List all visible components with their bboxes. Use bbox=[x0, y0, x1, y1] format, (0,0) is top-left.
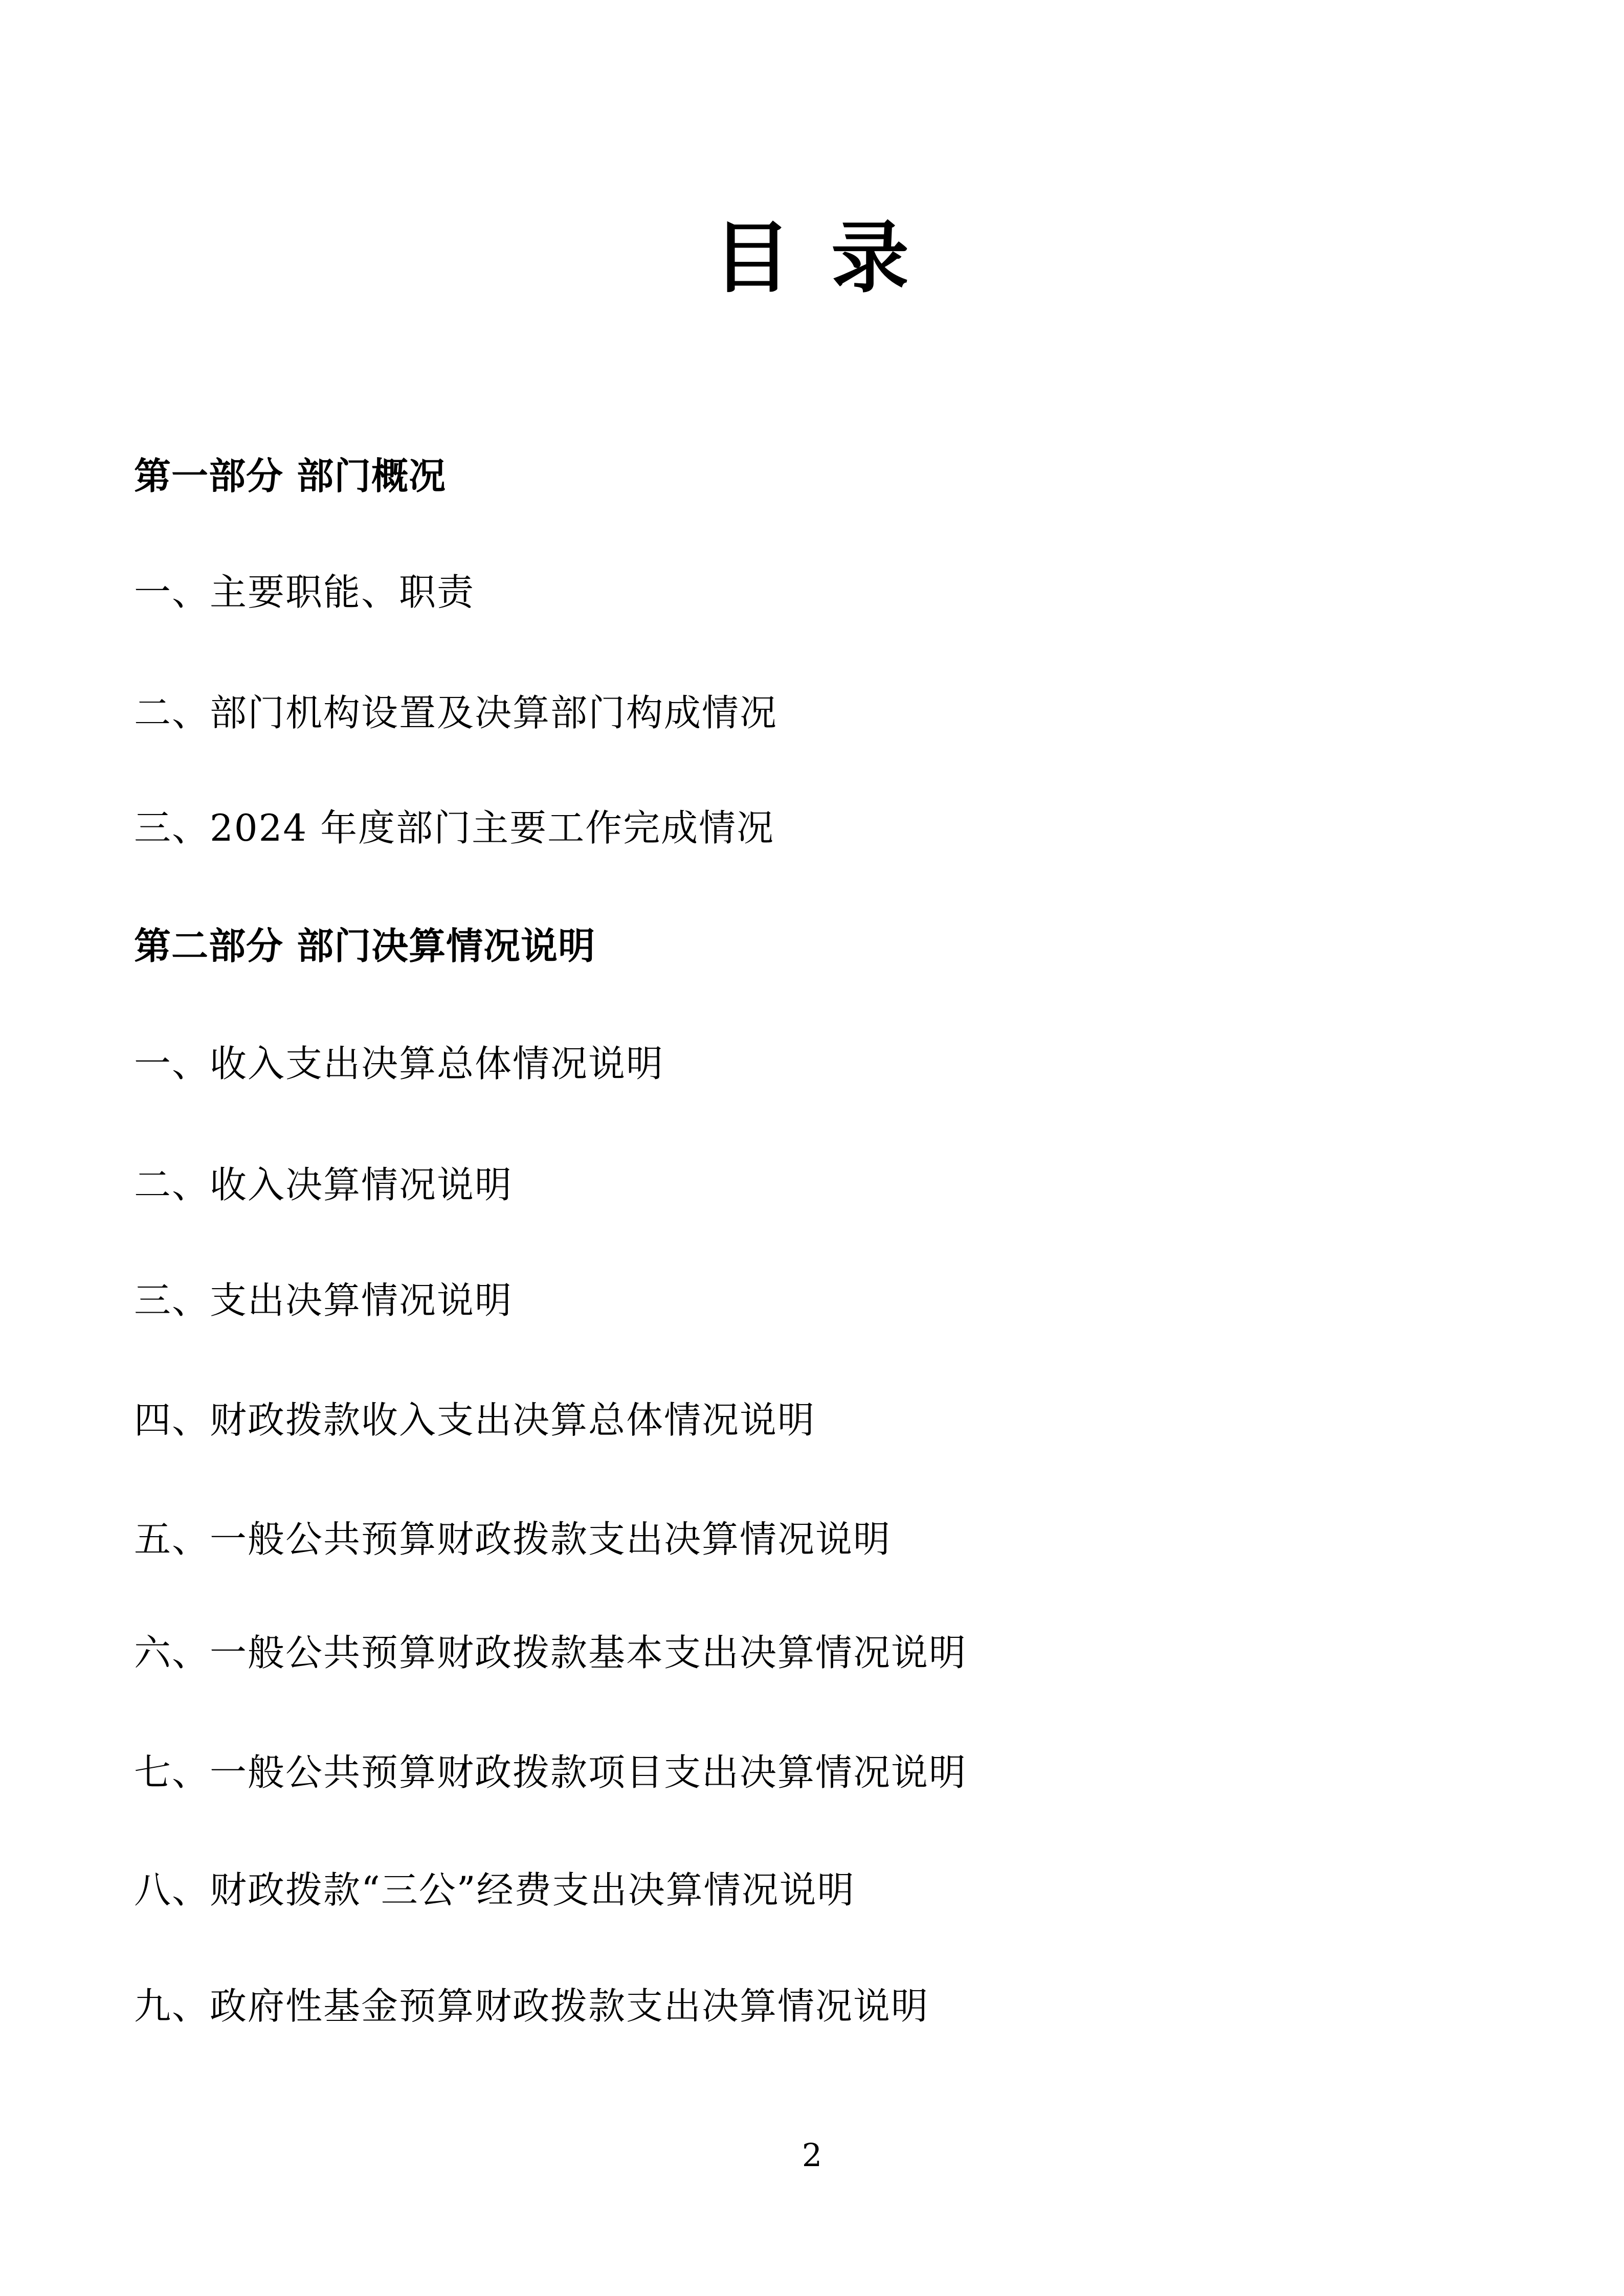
toc-item: 九、政府性基金预算财政拨款支出决算情况说明 bbox=[134, 1985, 929, 2028]
toc-item: 八、财政拨款“三公”经费支出决算情况说明 bbox=[134, 1869, 855, 1911]
page-number: 2 bbox=[802, 2136, 822, 2174]
toc-item: 三、支出决算情况说明 bbox=[134, 1279, 513, 1322]
toc-item: 四、财政拨款收入支出决算总体情况说明 bbox=[134, 1399, 816, 1442]
toc-section-heading-part2: 第二部分 部门决算情况说明 bbox=[134, 925, 596, 967]
toc-item: 三、2024 年度部门主要工作完成情况 bbox=[134, 806, 775, 849]
toc-item: 二、部门机构设置及决算部门构成情况 bbox=[134, 691, 778, 734]
toc-item: 一、主要职能、职责 bbox=[134, 571, 475, 614]
toc-item: 七、一般公共预算财政拨款项目支出决算情况说明 bbox=[134, 1751, 967, 1794]
toc-item: 二、收入决算情况说明 bbox=[134, 1163, 513, 1206]
toc-item: 五、一般公共预算财政拨款支出决算情况说明 bbox=[134, 1518, 892, 1561]
toc-item: 六、一般公共预算财政拨款基本支出决算情况说明 bbox=[134, 1631, 967, 1674]
toc-section-heading-part1: 第一部分 部门概况 bbox=[134, 455, 447, 498]
toc-item: 一、收入支出决算总体情况说明 bbox=[134, 1042, 664, 1085]
page-title: 目 录 bbox=[713, 212, 911, 303]
